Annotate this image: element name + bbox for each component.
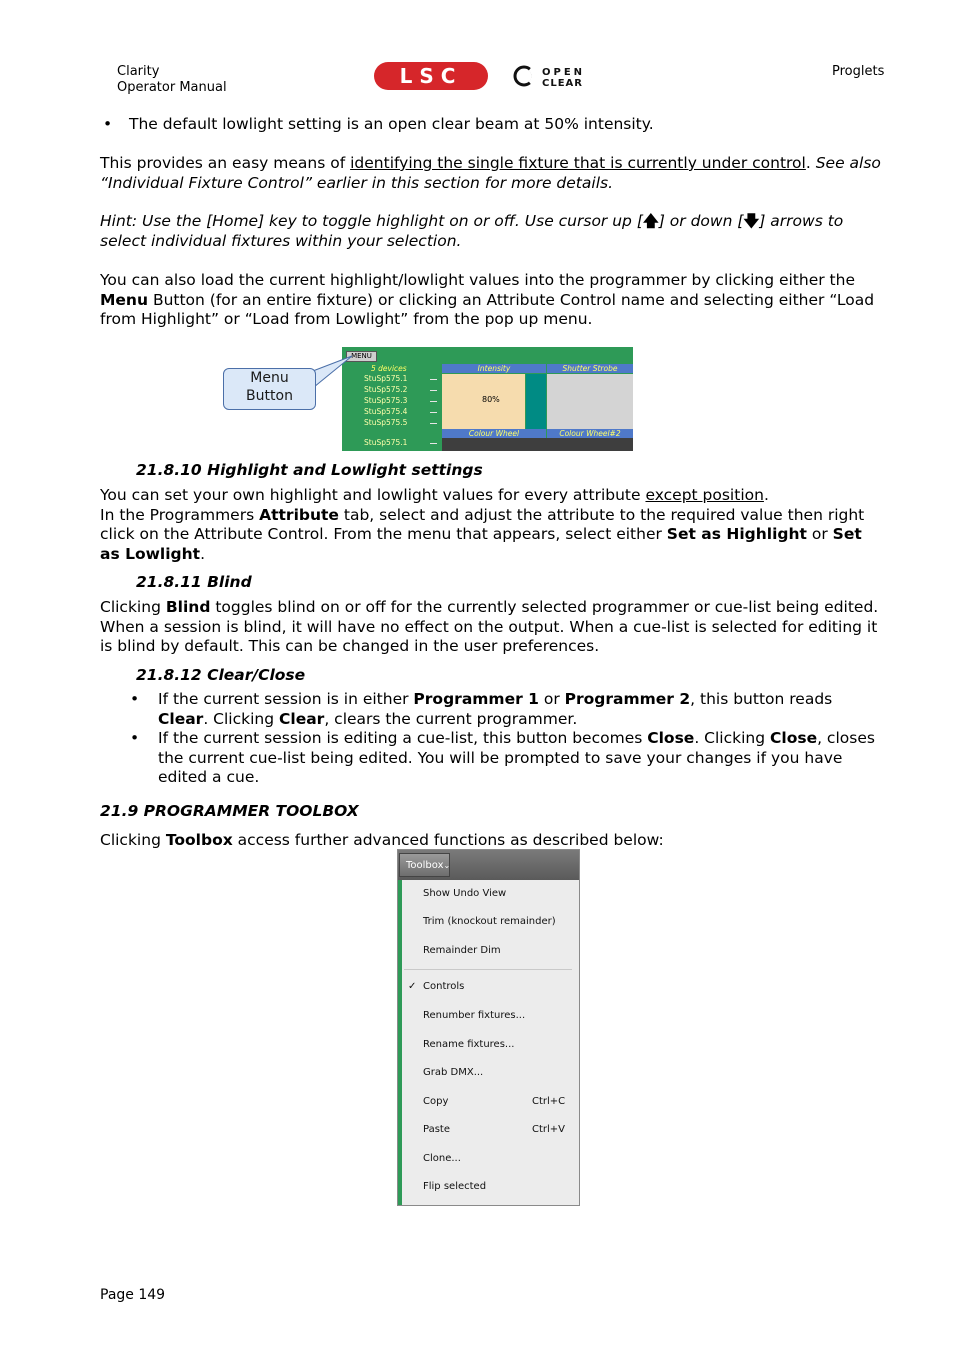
tick <box>430 401 437 402</box>
bullet-dot: • <box>103 115 113 133</box>
text: Clicking <box>100 831 166 849</box>
page-number: Page 149 <box>100 1287 166 1303</box>
tick <box>430 379 437 380</box>
toolbox-button-label: Toolbox <box>406 860 444 871</box>
line <box>100 486 885 506</box>
tick <box>430 412 437 413</box>
hint-paragraph <box>100 212 885 251</box>
text-clear: Clear <box>158 709 204 728</box>
text: . Clicking <box>694 729 770 747</box>
heading-21-8-11: 21.8.11 Blind <box>136 573 252 591</box>
text-set-lowlight: Set as Lowlight <box>100 525 862 563</box>
arrow-up-icon: 🡅 <box>642 212 659 230</box>
text: or <box>806 525 833 543</box>
text: toggles blind on or off for the currently selected programmer or cue-list being edited. When a session is blind, it will have no effect on the output. When a cue-list is selected for editing it is blind by default. This can be changed in the user preferences. <box>100 598 879 655</box>
arrow-down-icon: 🡇 <box>743 212 760 230</box>
paragraph-blind <box>100 598 885 657</box>
text: This provides an easy means of <box>100 154 351 172</box>
tick <box>430 423 437 424</box>
text: If the current session is editing a cue-list, this button becomes <box>158 729 648 747</box>
bullet-dot: • <box>130 729 140 747</box>
colour-wheel-header[interactable]: Colour Wheel <box>442 429 546 438</box>
text: If the current session is in either <box>158 690 414 708</box>
intensity-bar <box>526 374 546 429</box>
menu-item-renumber-fixtures[interactable]: Renumber fixtures... <box>423 1010 526 1021</box>
link-except-position[interactable]: except position <box>645 486 764 504</box>
intensity-header[interactable]: Intensity <box>442 364 546 373</box>
bullet-close <box>158 729 880 788</box>
heading-21-8-12: 21.8.12 Clear/Close <box>136 666 306 684</box>
side-stripe <box>398 880 402 1205</box>
lsc-logo: LSC <box>374 62 488 90</box>
text-clear: Clear <box>279 709 325 728</box>
text: ] arrows to select individual fixtures within your selection. <box>100 212 844 250</box>
text: In the Programmers <box>100 505 260 524</box>
text: ] or down [ <box>658 212 744 230</box>
menu-item-rename-fixtures[interactable]: Rename fixtures... <box>423 1039 515 1050</box>
fixture-row[interactable]: StuSp575.2 <box>364 385 408 394</box>
bullet-clear <box>158 690 880 729</box>
toolbox-button[interactable] <box>399 853 450 877</box>
text-programmer-2: Programmer 2 <box>564 690 691 708</box>
text: Hint: Use the [Home] key to toggle highlight on or off. Use cursor up [ <box>100 212 643 230</box>
text: or <box>538 690 565 708</box>
text-close: Close <box>647 729 695 747</box>
text-programmer-1: Programmer 1 <box>413 690 539 708</box>
fixture-row[interactable]: StuSp575.1 <box>364 438 408 447</box>
menu-separator <box>404 969 572 970</box>
chevron-down-icon: ⌄ <box>443 861 451 870</box>
intensity-value: 80% <box>482 395 500 404</box>
menu-item-clone[interactable]: Clone... <box>423 1153 461 1164</box>
header-section: Proglets <box>832 64 885 79</box>
text: You can also load the current highlight/lowlight values into the programmer by clicking either the <box>100 271 855 289</box>
shortcut-paste: Ctrl+V <box>532 1124 566 1135</box>
header-product: Clarity <box>117 64 160 79</box>
heading-21-8-10: 21.8.10 Highlight and Lowlight settings <box>136 461 483 479</box>
callout-line2: Button <box>246 388 293 404</box>
text-set-highlight: Set as Highlight <box>666 525 807 543</box>
paragraph-load-values <box>100 271 885 330</box>
fixture-row[interactable]: StuSp575.5 <box>364 418 408 427</box>
menu-item-show-undo-view[interactable]: Show Undo View <box>423 888 507 899</box>
text-see-also: See also “Individual Fixture Control” earlier in this section for more details. <box>100 154 881 192</box>
shortcut-copy: Ctrl+C <box>532 1096 566 1107</box>
text-toolbox: Toolbox <box>165 831 233 849</box>
menu-item-trim[interactable]: Trim (knockout remainder) <box>423 916 556 927</box>
header-doc-title: Operator Manual <box>117 80 227 95</box>
shutter-header[interactable]: Shutter Strobe <box>547 364 633 373</box>
open-clear-logo <box>512 64 607 88</box>
colour-wheel-cell[interactable] <box>442 438 633 451</box>
link-identify-fixture[interactable]: identifying the single fixture that is currently under control <box>350 154 806 172</box>
menu-item-grab-dmx[interactable]: Grab DMX... <box>423 1067 484 1078</box>
menu-item-remainder-dim[interactable]: Remainder Dim <box>423 945 501 956</box>
menu-item-flip-selected[interactable]: Flip selected <box>423 1181 487 1192</box>
menu-item-paste[interactable]: Paste <box>423 1124 450 1135</box>
line <box>100 506 885 565</box>
text: . <box>763 486 769 504</box>
text-menu: Menu <box>100 290 149 309</box>
toolbox-menu-screenshot <box>397 849 580 1206</box>
text: , clears the current programmer. <box>324 709 578 728</box>
text: , closes the current cue-list being edited. You will be prompted to save your changes if you have edited a cue. <box>158 729 875 786</box>
menu-button-callout <box>223 368 316 410</box>
text: access further advanced functions as described below: <box>232 831 664 849</box>
text: tab, select and adjust the attribute to the required value then right click on the Attribute Control. From the menu that appears, select either <box>100 505 865 543</box>
paragraph-toolbox <box>100 831 885 851</box>
paragraph-easy-means <box>100 154 885 193</box>
menu-button[interactable]: MENU <box>346 351 377 362</box>
logo-clear-text: CLEAR <box>542 78 583 88</box>
text: Clicking <box>100 598 166 616</box>
tick <box>430 390 437 391</box>
text: Button (for an entire fixture) or clicking an Attribute Control name and selecting either “Load from Highlight” or “Load from Lowlight” from the pop up menu. <box>100 290 875 328</box>
check-icon: ✓ <box>408 981 417 992</box>
fixture-panel-screenshot <box>342 347 633 451</box>
fixture-row[interactable]: StuSp575.1 <box>364 374 408 383</box>
text: , this button reads <box>690 690 833 708</box>
header-left <box>117 64 227 96</box>
text-blind: Blind <box>165 598 211 616</box>
text: You can set your own highlight and lowlight values for every attribute <box>100 486 646 504</box>
text: . Clicking <box>203 709 279 728</box>
callout-line1: Menu <box>250 370 289 386</box>
text-attribute: Attribute <box>259 505 339 524</box>
logo-open-text: OPEN <box>542 67 586 78</box>
colour-wheel2-header[interactable]: Colour Wheel#2 <box>547 429 633 438</box>
heading-21-9: 21.9 PROGRAMMER TOOLBOX <box>100 802 359 820</box>
fixture-row[interactable]: StuSp575.4 <box>364 407 408 416</box>
fixture-row[interactable]: StuSp575.3 <box>364 396 408 405</box>
text: . <box>200 544 206 563</box>
menu-item-copy[interactable]: Copy <box>423 1096 449 1107</box>
tick <box>430 443 437 444</box>
text-close: Close <box>770 729 818 747</box>
shutter-cell[interactable] <box>547 374 633 429</box>
intro-bullet: The default lowlight setting is an open clear beam at 50% intensity. <box>129 115 654 133</box>
menu-item-controls[interactable]: Controls <box>423 981 465 992</box>
devices-header: 5 devices <box>371 364 407 373</box>
paragraph-highlight-settings <box>100 486 885 564</box>
text: . <box>805 154 816 172</box>
bullet-dot: • <box>130 690 140 708</box>
